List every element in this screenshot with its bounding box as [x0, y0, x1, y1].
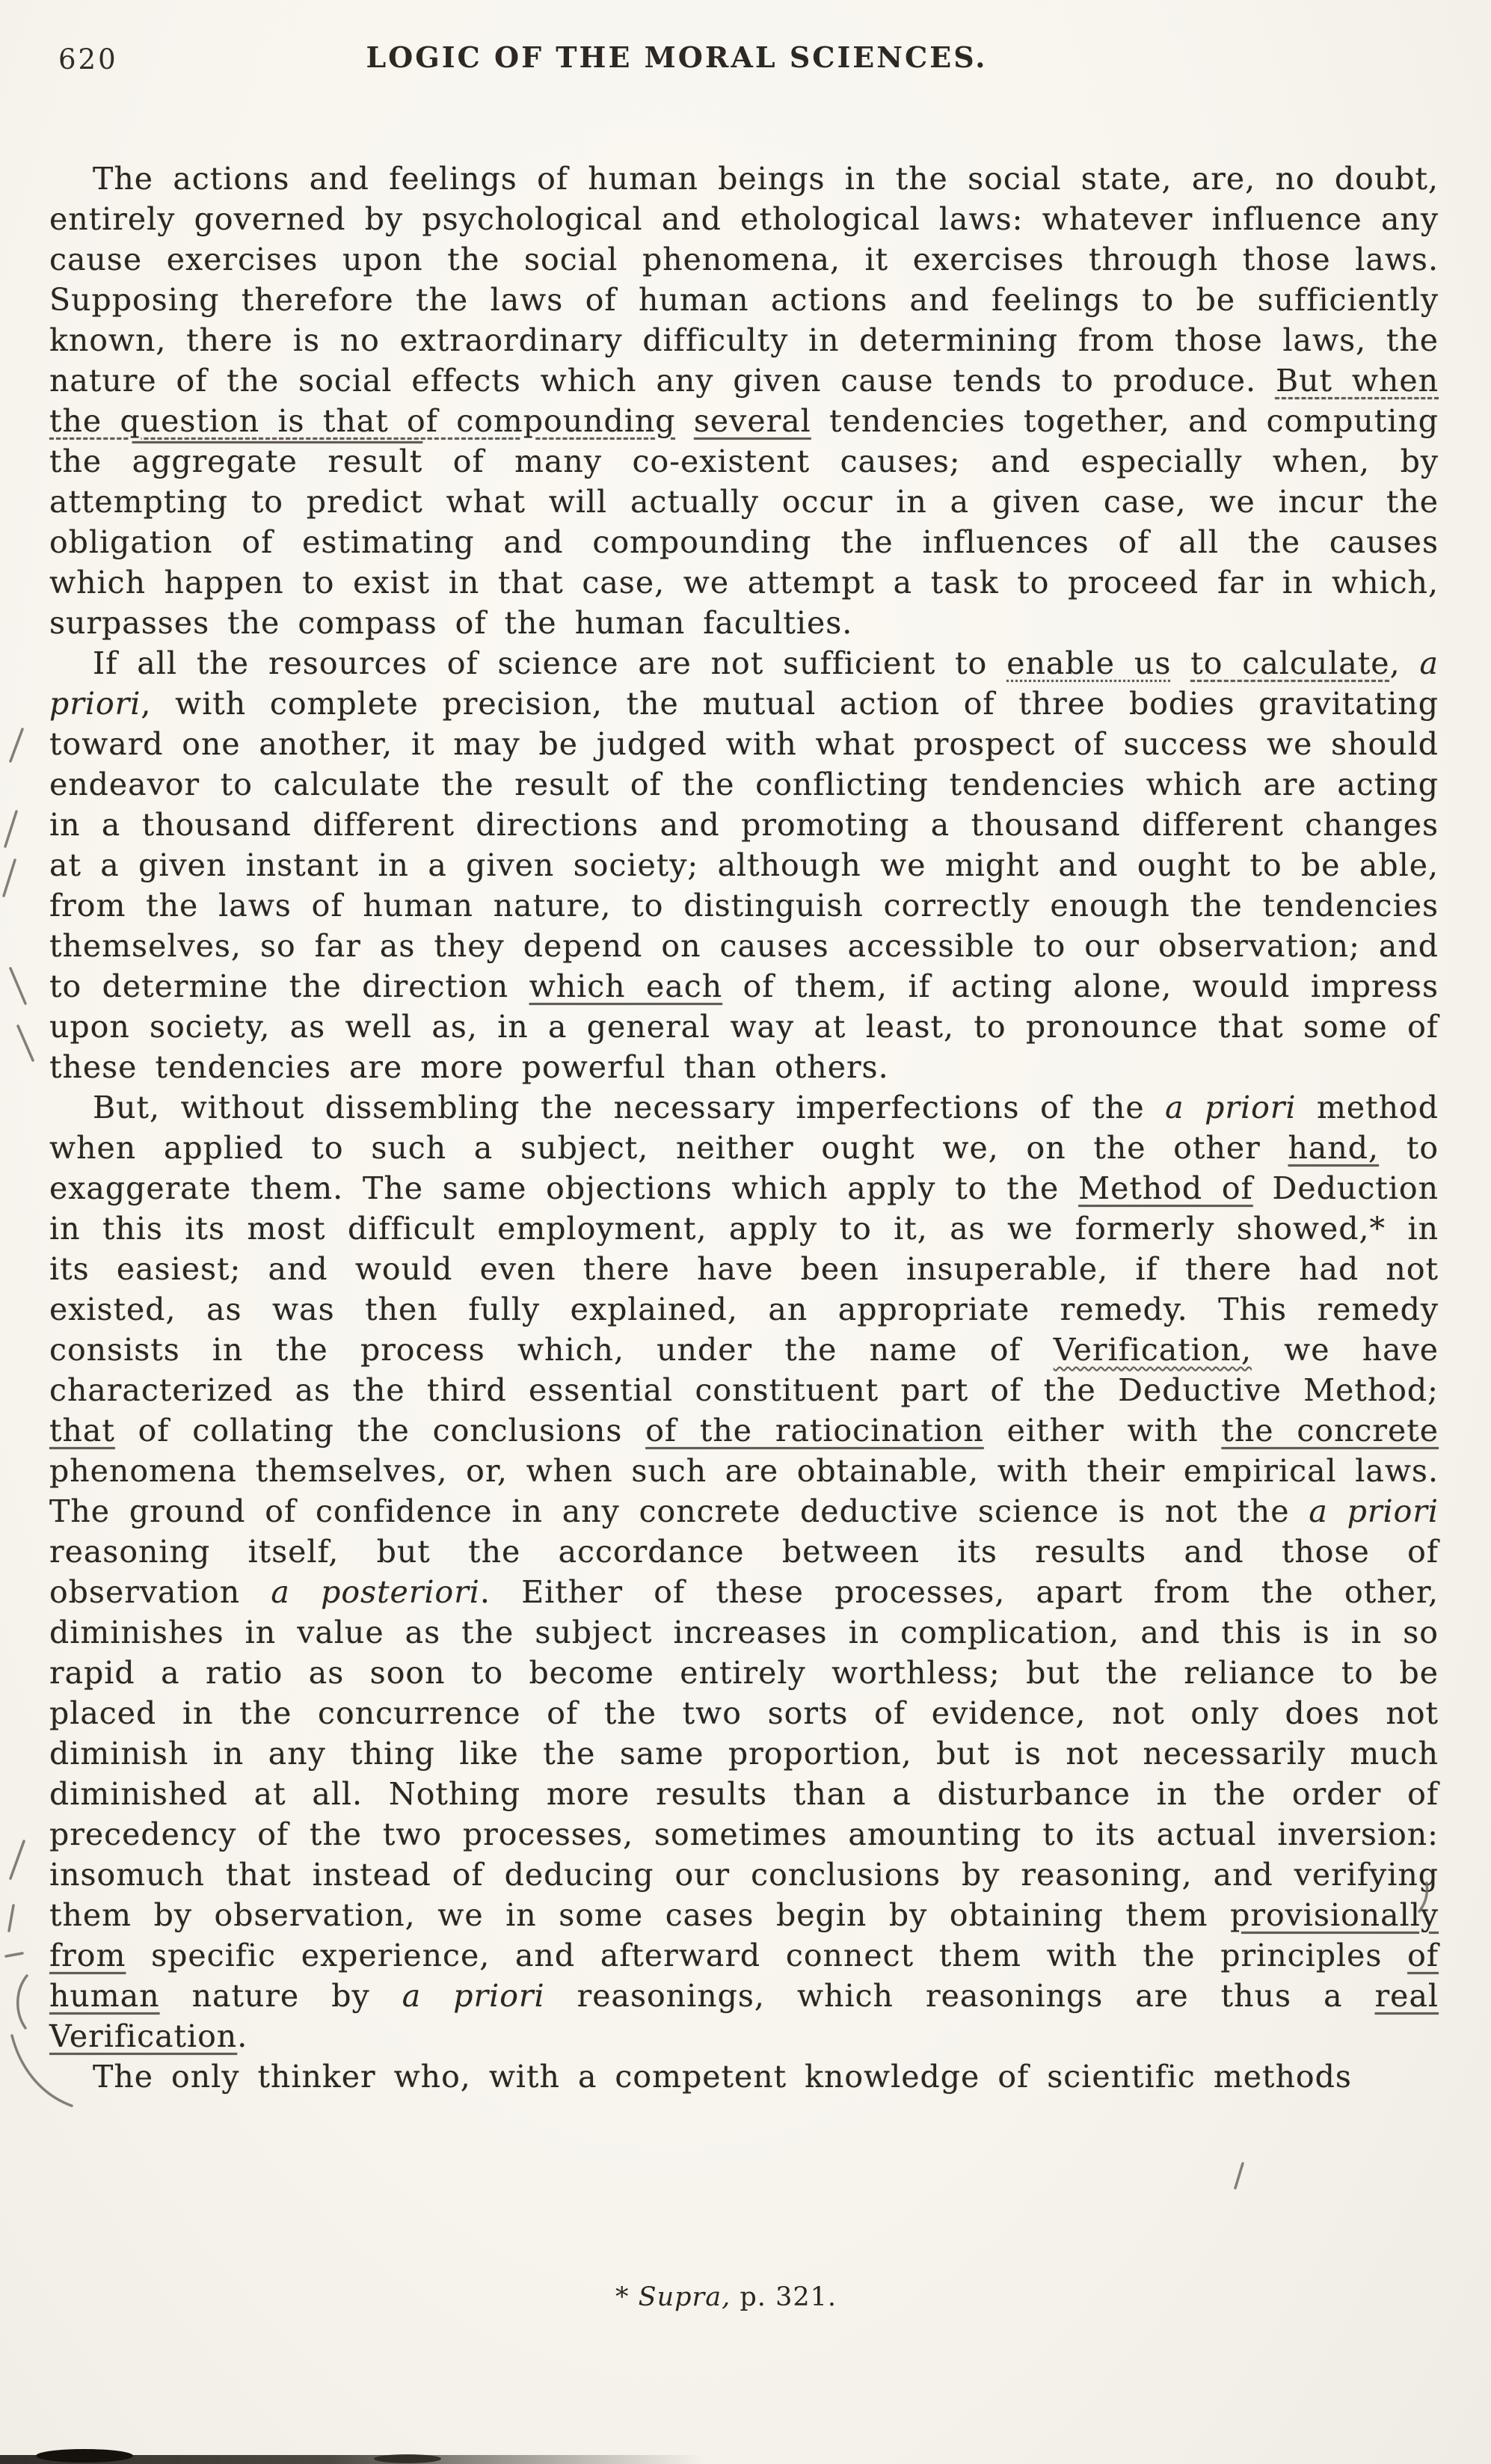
text-segment: Deduction in this its most difficult employment, apply to it, as we formerly showed,* in its easiest; and would even there have been insuperable, if there had not existed, as was then fully explained, an appropriate remedy. This remedy consists in the process which, under the name of [49, 1170, 1439, 1368]
paragraph [49, 1087, 1439, 2056]
italic-text: a priori [49, 645, 1439, 722]
text-segment [1171, 645, 1190, 681]
pencil-underlined-text: to calculate [1190, 645, 1390, 681]
text-segment: tendencies together, and computing the [49, 403, 1439, 479]
pencil-mark [5, 811, 16, 847]
pencil-underlined-text: hand, [1288, 1130, 1380, 1166]
text-segment: , with complete precision, the mutual action of three bodies gravitating toward one another, it may be judged with what prospect of success we should endeavor to calculate the result of the conflicting tendencies which are acting in a thousand different directions and promoting a thousand different changes at a given instant in a given society; although we might and ought to be able, from the laws of human nature, to distinguish correctly enough the tendencies themselves, so far as they depend on causes accessible to our observation; and to determine the direction [49, 686, 1439, 1004]
pencil-mark [4, 860, 15, 896]
text-segment: . Either of these processes, apart from the other, diminishes in value as the subject increases in complication, and this is in so rapid a ratio as soon to become entirely worthless; but the reliance to be placed in the concurrence of the two sorts of evidence, not only does not diminish in any thing like the same proportion, but is not necessarily much diminished at all. Nothing more results than a disturbance in the order of precedency of the two processes, sometimes amounting to its actual inversion: insomuch that instead of deducing our conclusions by reasoning, and verifying them by observation, we in some cases begin by obtaining them [49, 1574, 1439, 1933]
text-segment [676, 403, 694, 439]
text-segment: p. 321. [731, 2282, 837, 2312]
text-segment: nature by [159, 1978, 402, 2014]
pencil-underlined-text: Verification, [1053, 1332, 1252, 1368]
footnote [49, 2282, 1403, 2312]
italic-text: Supra, [638, 2282, 731, 2312]
scan-edge-artifact [36, 2449, 133, 2463]
text-segment: . [237, 2018, 248, 2054]
pencil-mark [6, 1953, 22, 1956]
paragraph [49, 159, 1439, 643]
italic-text: a posteriori [271, 1574, 480, 1610]
pencil-mark [1235, 2163, 1243, 2188]
pencil-underlined-text: which each [529, 968, 723, 1004]
text-segment: to exaggerate them. The same objections which apply to the [49, 1130, 1439, 1206]
text-segment: * [615, 2282, 639, 2312]
text-segment: we have characterized as the third essential constituent part of the Deductive Method; [49, 1332, 1439, 1408]
text-block [49, 159, 1439, 2097]
pencil-underlined-text: But when the question is that of compounding [49, 363, 1439, 439]
scan-edge-artifact [374, 2454, 441, 2463]
pencil-mark [10, 1841, 24, 1878]
pencil-underlined-text: Method of [1078, 1170, 1253, 1206]
text-segment: But, without dissembling the necessary imperfections of the [93, 1090, 1166, 1125]
pencil-mark [10, 968, 25, 1004]
text-segment: , [1389, 645, 1420, 681]
text-segment: of collating the conclusions [114, 1413, 646, 1448]
italic-text: a priori [1165, 1090, 1297, 1125]
text-segment: reasonings, which reasonings are thus a [544, 1978, 1375, 2014]
paragraph [49, 643, 1439, 1087]
italic-text: a priori [1309, 1493, 1439, 1529]
pencil-underlined-text: the concrete [1221, 1413, 1439, 1448]
pencil-underlined-text: provisionally from [49, 1897, 1439, 1973]
text-segment: phenomena themselves, or, when such are obtainable, with their empirical laws. The ground of confidence in any concrete deductive science is not the [49, 1453, 1439, 1529]
text-segment: either with [983, 1413, 1222, 1448]
pencil-mark [10, 729, 22, 761]
paragraph [49, 2056, 1439, 2097]
text-segment: The actions and feelings of human beings in the social state, are, no doubt, entirely governed by psychological and ethological laws: whatever influence any cause exercises upon the social phenomena, it exercises through those laws. Supposing therefore the laws of human actions and feelings to be sufficiently known, there is no extraordinary difficulty in determining from those laws, the nature of the social effects which any given cause tends to produce. [49, 161, 1439, 399]
running-head: LOGIC OF THE MORAL SCIENCES. [366, 40, 988, 74]
italic-text: a priori [402, 1978, 545, 2014]
text-segment: of them, if acting alone, would impress upon society, as well as, in a general way at least, to pronounce that some of these tendencies are more powerful than others. [49, 968, 1439, 1085]
pencil-underlined-text: of human [49, 1938, 1439, 2014]
pencil-underlined-text: aggregate result [132, 443, 423, 479]
pencil-underlined-text: of the ratiocination [645, 1413, 984, 1448]
pencil-underlined-text: enable us [1006, 645, 1172, 681]
pencil-mark [9, 1905, 13, 1931]
pencil-mark [18, 1976, 27, 2028]
text-segment: method when applied to such a subject, neither ought we, on the other [49, 1090, 1439, 1166]
text-segment: The only thinker who, with a competent knowledge of scientific methods [93, 2059, 1352, 2095]
pencil-underlined-text: that [49, 1413, 115, 1448]
pencil-mark [18, 1026, 33, 1060]
page-number: 620 [58, 43, 118, 76]
text-segment: If all the resources of science are not sufficient to [93, 645, 1007, 681]
text-segment: of many co-existent causes; and especially when, by attempting to predict what will actually occur in a given case, we incur the obligation of estimating and compounding the influences of all the causes which happen to exist in that case, we attempt a task to proceed far in which, surpasses the compass of the human faculties. [49, 443, 1439, 641]
text-segment: reasoning itself, but the accordance between its results and those of observation [49, 1534, 1439, 1610]
pencil-underlined-text: real Verification [49, 1978, 1439, 2054]
pencil-underlined-text: several [693, 403, 811, 439]
text-segment: specific experience, and afterward connect them with the principles [126, 1938, 1408, 1973]
